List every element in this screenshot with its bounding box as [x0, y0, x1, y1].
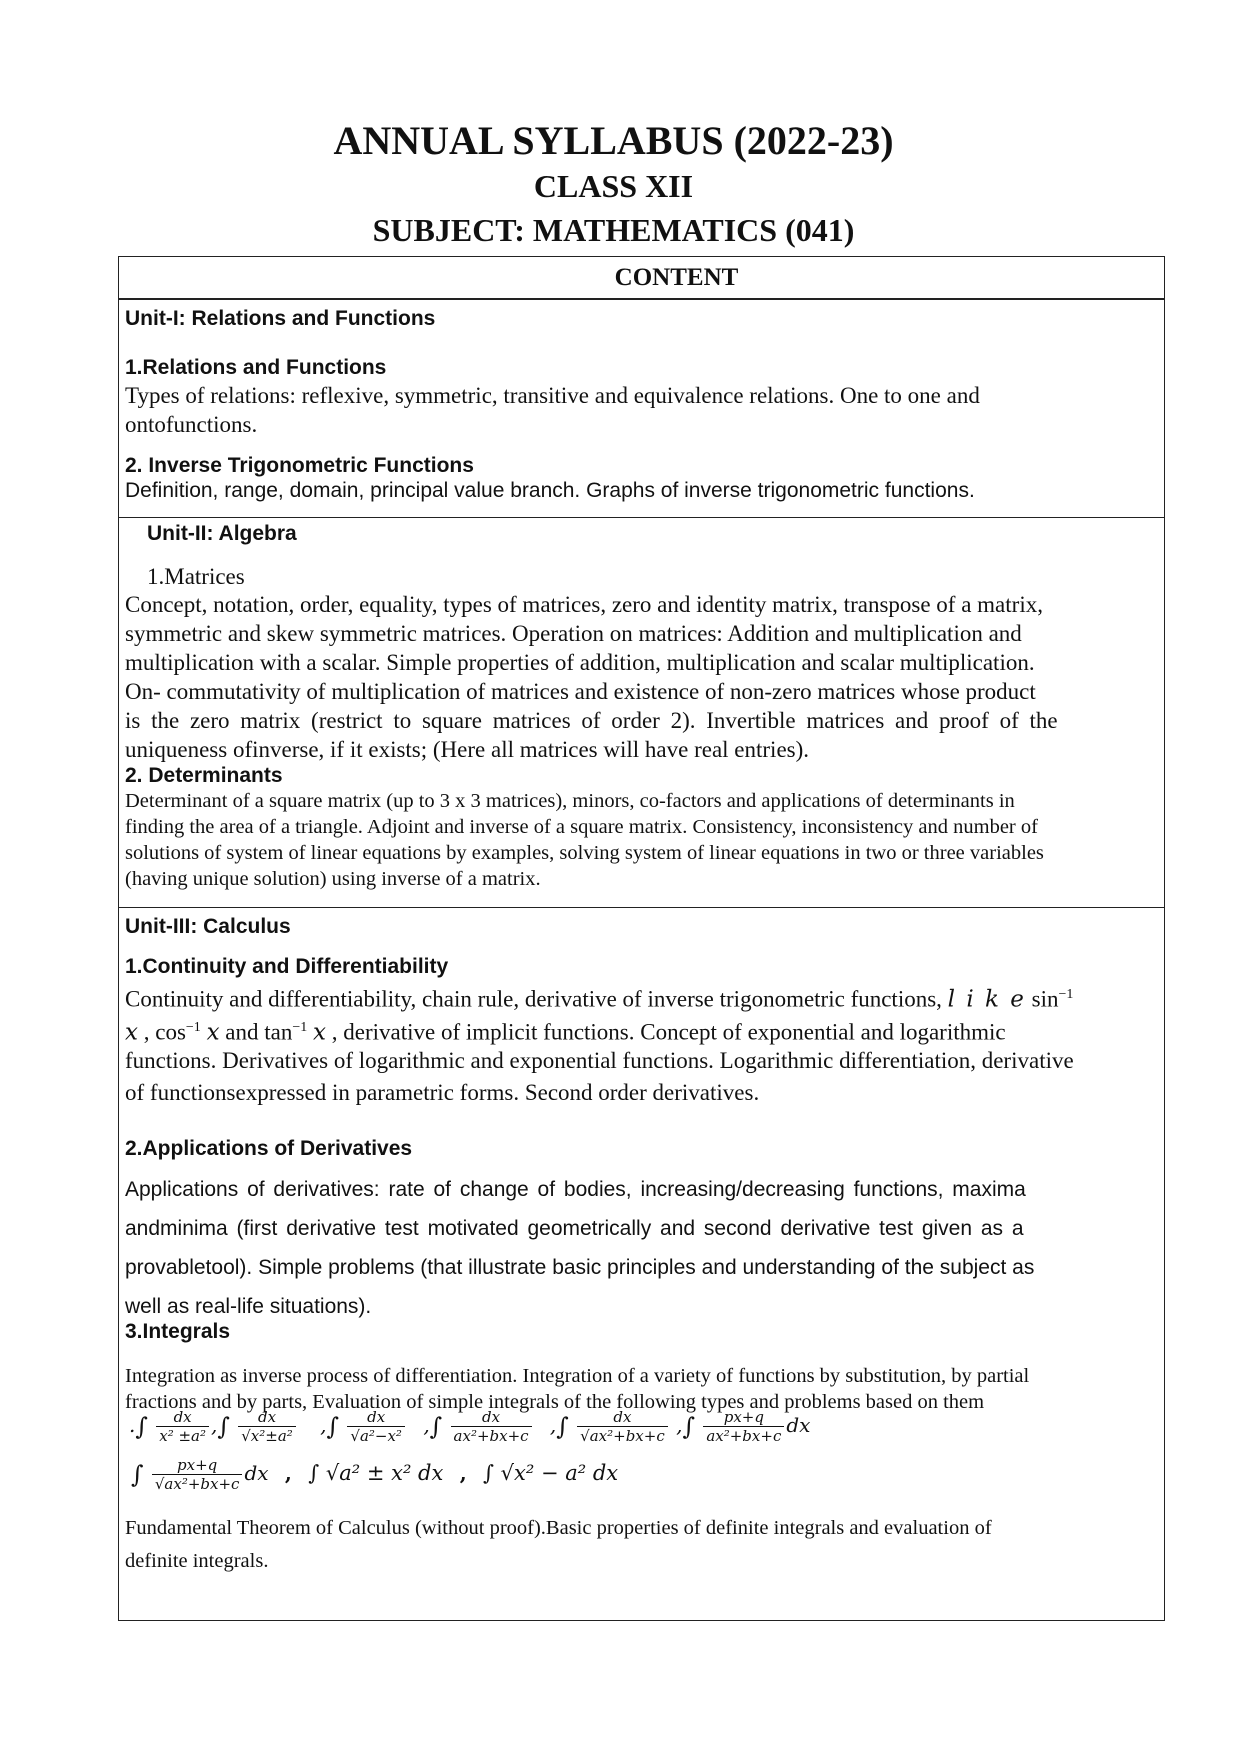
integral-formulas-row1: .∫ $\frac{dx}{\text{x² ±a²}}$ ,∫ $\frac{dx}{\text{√x²±a²}}$ ,∫ $\frac{dx}{\text{√a²−x²}}$ ,∫ $\frac{dx}{\text{ax²+bx+c}}$ ,∫ $\frac{dx}{\text{√ax²+bx+c}}$ ,∫ $\frac{px+q}{\text{ax²+bx+c}}$ dx: [129, 1408, 811, 1445]
syllabus-title: ANNUAL SYLLABUS (2022-23): [333, 118, 894, 163]
formula-sqrt-sum: ∫ √a² ± x² dx: [308, 1461, 444, 1485]
ftc-line1: Fundamental Theorem of Calculus (without proof).Basic properties of definite integrals and evaluation of: [125, 1517, 992, 1539]
cos-text: , cos: [143, 1019, 186, 1045]
matrices-text: [125, 590, 1155, 764]
relations-text-line2: ontofunctions.: [125, 412, 258, 437]
formula-fraction: $\frac{px+q}{\text{√ax²+bx+c}}$: [152, 1456, 243, 1493]
integrals-line: Integration as inverse process of differentiation. Integration of a variety of functions by substitution, by partial: [125, 1365, 1030, 1387]
determinants-line: solutions of system of linear equations by examples, solving system of linear equations in two or three variables: [125, 842, 1044, 864]
var-x: x: [125, 1019, 138, 1046]
formula-fraction: $\frac{dx}{\text{√x²±a²}}$: [238, 1408, 296, 1445]
unit-1-section: [119, 299, 1164, 517]
unit-2-section: [119, 517, 1164, 907]
integrals-line: fractions and by parts, Evaluation of simple integrals of the following types and problems based on them: [125, 1391, 985, 1413]
matrices-line: multiplication with a scalar. Simple properties of addition, multiplication and scalar multiplication.: [125, 650, 1035, 675]
formula-sqrt-diff: ∫ √x² − a² dx: [483, 1461, 619, 1485]
formula-fraction: $\frac{dx}{\text{√a²−x²}}$: [347, 1408, 405, 1445]
matrices-heading: 1.Matrices: [147, 564, 245, 589]
continuity-line3: functions. Derivatives of logarithmic and exponential functions. Logarithmic differentiation, derivative: [125, 1048, 1074, 1073]
determinants-line: Determinant of a square matrix (up to 3 x 3 matrices), minors, co-factors and applications of determinants in: [125, 790, 1015, 812]
formula-fraction: $\frac{dx}{\text{√ax²+bx+c}}$: [577, 1408, 668, 1445]
tan-text: and tan: [225, 1019, 293, 1045]
class-heading: CLASS XII: [533, 168, 694, 204]
unit-2-title: Unit-II: Algebra: [147, 522, 297, 545]
integral-formulas-row2: ∫ $\frac{px+q}{\text{√ax²+bx+c}}$ dx , ∫ √a² ± x² dx , ∫ √x² − a² dx: [131, 1456, 619, 1493]
matrices-line: symmetric and skew symmetric matrices. Operation on matrices: Addition and multiplication and: [125, 621, 1022, 646]
var-x: x: [206, 1019, 220, 1046]
subject-heading: SUBJECT: MATHEMATICS (041): [372, 212, 855, 248]
continuity-heading: 1.Continuity and Differentiability: [125, 955, 449, 978]
relations-text-line1: Types of relations: reflexive, symmetric, transitive and equivalence relations. One to one and: [125, 383, 980, 408]
determinants-line: (having unique solution) using inverse of a matrix.: [125, 868, 541, 890]
applications-heading: 2.Applications of Derivatives: [125, 1137, 413, 1160]
page-header: [0, 118, 1241, 252]
continuity-text-cont: , derivative of implicit functions. Concept of exponential and logarithmic: [331, 1019, 1006, 1045]
matrices-line: is the zero matrix (restrict to square matrices of order 2). Invertible matrices and proof of the: [125, 708, 1058, 733]
content-header: CONTENT: [119, 257, 1164, 299]
matrices-line: On- commutativity of multiplication of matrices and existence of non-zero matrices whose product: [125, 679, 1036, 704]
continuity-line2: x , $\cos^{-1} x$ and $\tan^{-1} x$ , derivative of implicit functions. Concept of exponential and logarithmic: [125, 1019, 1006, 1046]
determinants-text: [125, 788, 1155, 892]
content-table: [118, 256, 1165, 1621]
unit-3-title: Unit-III: Calculus: [125, 915, 291, 938]
applications-text: [125, 1170, 1155, 1326]
like-text: l i k e: [947, 986, 1026, 1013]
inverse-trig-text: Definition, range, domain, principal value branch. Graphs of inverse trigonometric functions.: [125, 479, 975, 502]
formula-fraction: $\frac{dx}{\text{ax²+bx+c}}$: [451, 1408, 532, 1445]
applications-line: andminima (first derivative test motivated geometrically and second derivative test given as a: [125, 1217, 1024, 1240]
continuity-line4: of functionsexpressed in parametric forms. Second order derivatives.: [125, 1080, 760, 1105]
continuity-line1: Continuity and differentiability, chain rule, derivative of inverse trigonometric functions, l i k e $\sin^{-1}$: [125, 986, 1074, 1013]
applications-line: provabletool). Simple problems (that illustrate basic principles and understanding of the subject as: [125, 1256, 1035, 1279]
determinants-line: finding the area of a triangle. Adjoint and inverse of a square matrix. Consistency, inconsistency and number of: [125, 816, 1038, 838]
unit-3-section: [119, 907, 1164, 1620]
applications-line: Applications of derivatives: rate of change of bodies, increasing/decreasing functions, maxima: [125, 1178, 1026, 1201]
determinants-heading: 2. Determinants: [125, 764, 283, 787]
unit-1-title: Unit-I: Relations and Functions: [125, 307, 436, 330]
formula-fraction: $\frac{dx}{\text{x² ±a²}}$: [156, 1408, 209, 1445]
integrals-heading: 3.Integrals: [125, 1320, 231, 1343]
matrices-line: uniqueness ofinverse, if it exists; (Here all matrices will have real entries).: [125, 737, 810, 762]
relations-functions-heading: 1.Relations and Functions: [125, 356, 387, 379]
matrices-line: Concept, notation, order, equality, types of matrices, zero and identity matrix, transpose of a matrix,: [125, 592, 1043, 617]
continuity-text: Continuity and differentiability, chain rule, derivative of inverse trigonometric functions,: [125, 986, 942, 1012]
formula-fraction: $\frac{px+q}{\text{ax²+bx+c}}$: [703, 1408, 784, 1445]
inverse-trig-heading: 2. Inverse Trigonometric Functions: [125, 454, 474, 477]
sin-text: sin: [1031, 986, 1059, 1012]
ftc-line2: definite integrals.: [125, 1550, 269, 1572]
var-x: x: [313, 1019, 326, 1046]
applications-line: well as real-life situations).: [125, 1295, 372, 1318]
